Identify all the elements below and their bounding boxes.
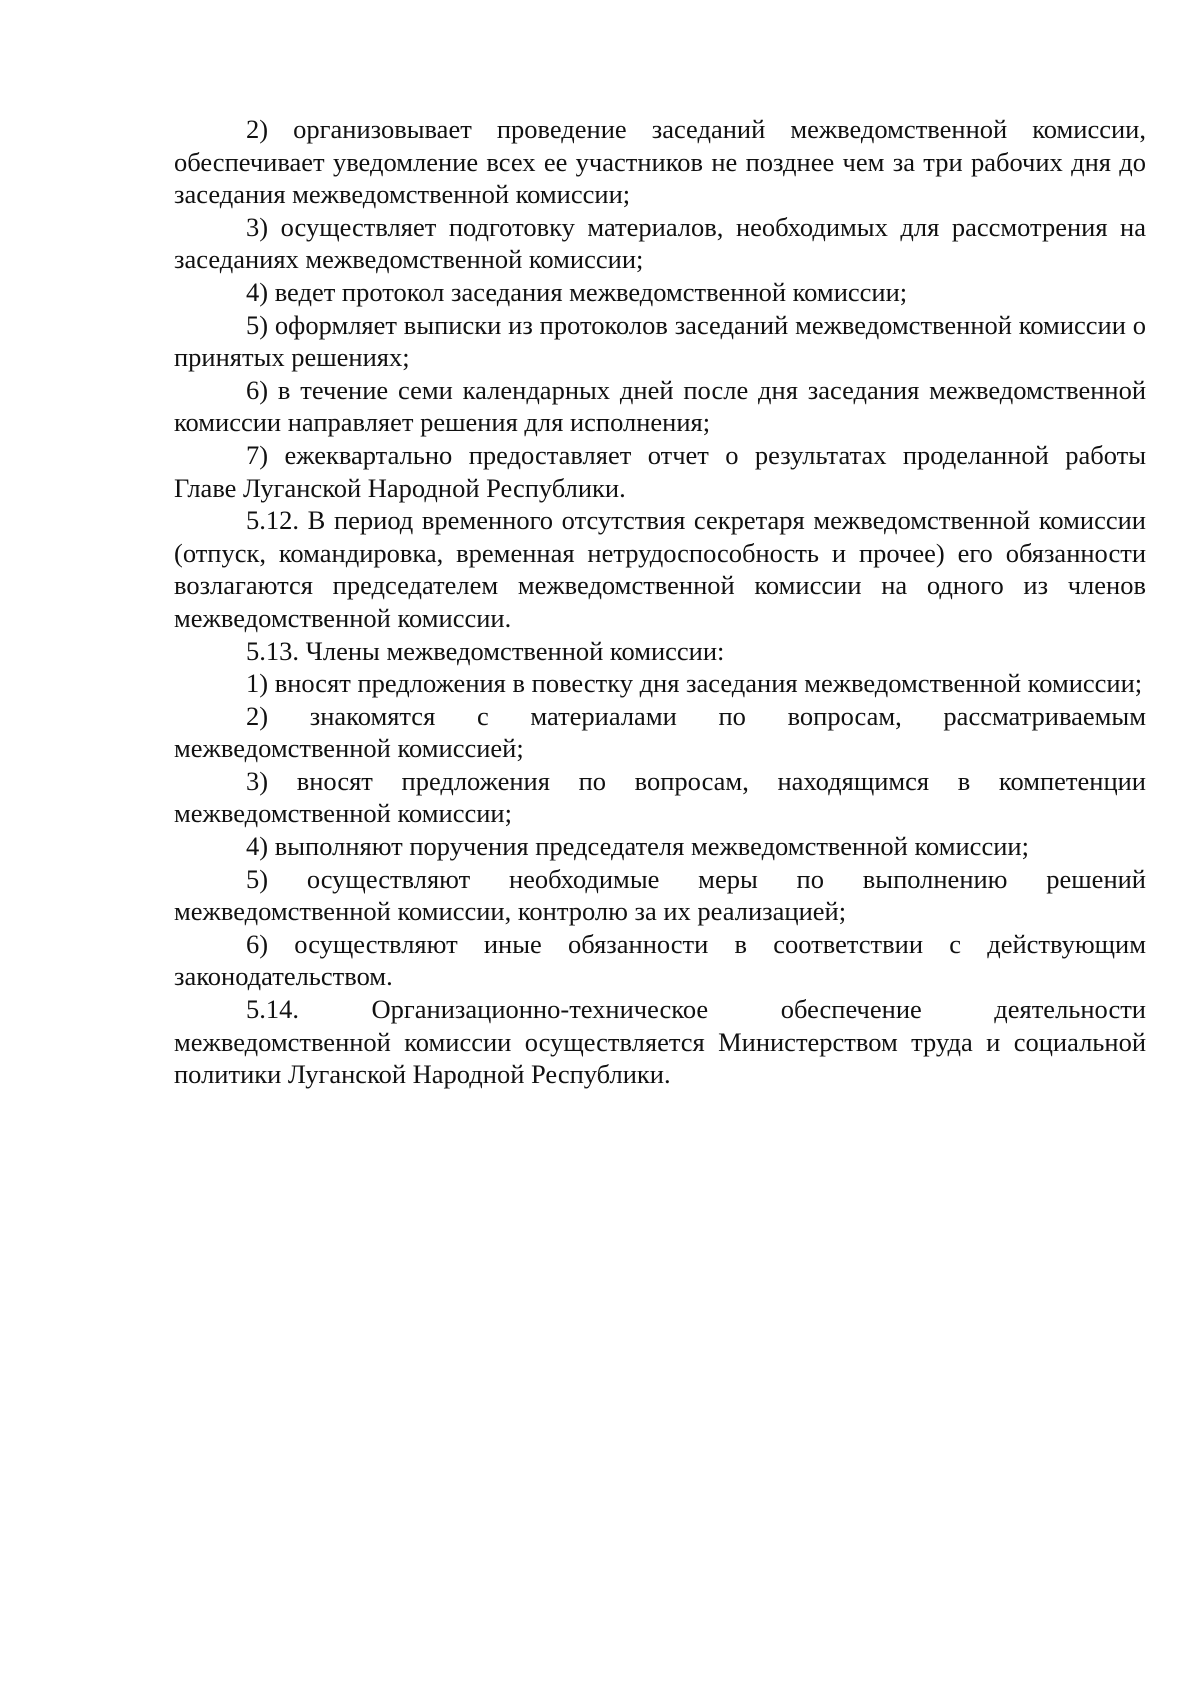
paragraph-2-1-agenda-proposals: 1) вносят предложения в повестку дня заседания межведомственной комиссии; bbox=[246, 668, 1143, 699]
paragraph-1-4-keeps-protocol: 4) ведет протокол заседания межведомственной комиссии; bbox=[246, 276, 908, 307]
paragraph-5-12: 5.12. В период временного отсутствия секретаря межведомственной комиссии (отпуск, командировка, временная нетрудоспособность и прочее) его обязанности возлагаются председателем межведомственной комиссии на одного из членов межведомственной комиссии. bbox=[174, 505, 1146, 633]
paragraph-1-6-sends-decisions: 6) в течение семи календарных дней после дня заседания межведомственной комиссии направляет решения для исполнения; bbox=[174, 374, 1146, 438]
paragraph-2-6-other-duties: 6) осуществляют иные обязанности в соответствии с действующим законодательством. bbox=[174, 928, 1146, 992]
paragraph-5-14: 5.14. Организационно-техническое обеспечение деятельности межведомственной комиссии осуществляется Министерством труда и социальной политики Луганской Народной Республики. bbox=[174, 994, 1146, 1090]
document-body bbox=[174, 113, 1146, 1091]
paragraph-1-7-quarterly-report: 7) ежеквартально предоставляет отчет о результатах проделанной работы Главе Луганской Народной Республики. bbox=[174, 439, 1146, 503]
paragraph-1-5-issues-extracts: 5) оформляет выписки из протоколов заседаний межведомственной комиссии о принятых решениях; bbox=[174, 309, 1146, 373]
paragraph-2-2-review-materials: 2) знакомятся с материалами по вопросам, рассматриваемым межведомственной комиссией; bbox=[174, 700, 1146, 764]
paragraph-2-4-instructions: 4) выполняют поручения председателя межведомственной комиссии; bbox=[246, 831, 1029, 862]
paragraph-1-2-organizes-meetings: 2) организовывает проведение заседаний межведомственной комиссии, обеспечивает уведомление всех ее участников не позднее чем за три рабочих дня до заседания межведомственной комиссии; bbox=[174, 114, 1146, 210]
paragraph-5-13: 5.13. Члены межведомственной комиссии: bbox=[246, 635, 725, 666]
paragraph-1-3-prepares-materials: 3) осуществляет подготовку материалов, необходимых для рассмотрения на заседаниях межведомственной комиссии; bbox=[174, 211, 1146, 275]
paragraph-2-3-proposals: 3) вносят предложения по вопросам, находящимся в компетенции межведомственной комиссии; bbox=[174, 765, 1146, 829]
paragraph-2-5-implementation: 5) осуществляют необходимые меры по выполнению решений межведомственной комиссии, контролю за их реализацией; bbox=[174, 863, 1146, 927]
